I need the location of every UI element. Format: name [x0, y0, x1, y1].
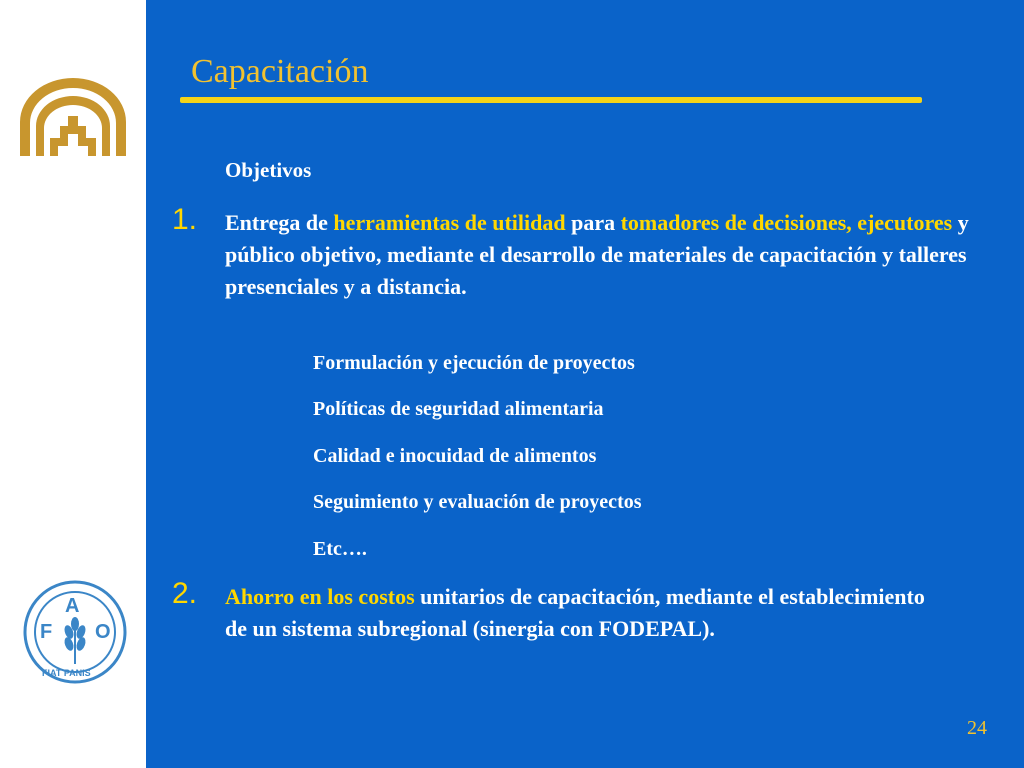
fao-letter-a: A	[65, 595, 80, 617]
left-sidebar	[0, 0, 146, 768]
item-2-highlight-costs: Ahorro en los costos	[225, 584, 415, 609]
objectives-label: Objetivos	[225, 158, 312, 182]
item-2-number: 2.	[172, 577, 198, 610]
fao-logo	[20, 580, 130, 684]
slide-title: Capacitación	[191, 53, 369, 90]
subitem-4: Seguimiento y evaluación de proyectos	[313, 491, 642, 513]
subitem-2: Políticas de seguridad alimentaria	[313, 398, 604, 420]
item-1-highlight-tools: herramientas de utilidad	[333, 210, 566, 235]
slide-body	[146, 0, 1024, 768]
item-1-part-3: y público objetivo, mediante el desarrollo de materiales de capacitación y talleres presenciales y a distancia.	[225, 210, 969, 299]
title-underline	[180, 97, 922, 103]
subitem-3: Calidad e inocuidad de alimentos	[313, 445, 597, 467]
item-2-text	[225, 581, 945, 645]
item-1-number: 1.	[172, 203, 198, 236]
item-1-part-2: para	[565, 210, 621, 235]
andean-community-logo	[18, 76, 128, 156]
fao-motto: FIAT PANIS	[42, 668, 91, 678]
item-2-part-1: unitarios de capacitación, mediante el establecimiento de un sistema subregional (sinergia con FODEPAL).	[225, 584, 925, 641]
item-1-highlight-audience: tomadores de decisiones, ejecutores	[620, 210, 953, 235]
item-1-part-1: Entrega de	[225, 210, 334, 235]
fao-letter-o: O	[95, 621, 111, 643]
page-number: 24	[967, 717, 987, 739]
wheat-icon	[63, 617, 87, 664]
item-1-text	[225, 207, 1010, 303]
fao-letter-f: F	[40, 621, 53, 643]
subitem-5: Etc….	[313, 538, 367, 560]
subitem-1: Formulación y ejecución de proyectos	[313, 352, 635, 374]
